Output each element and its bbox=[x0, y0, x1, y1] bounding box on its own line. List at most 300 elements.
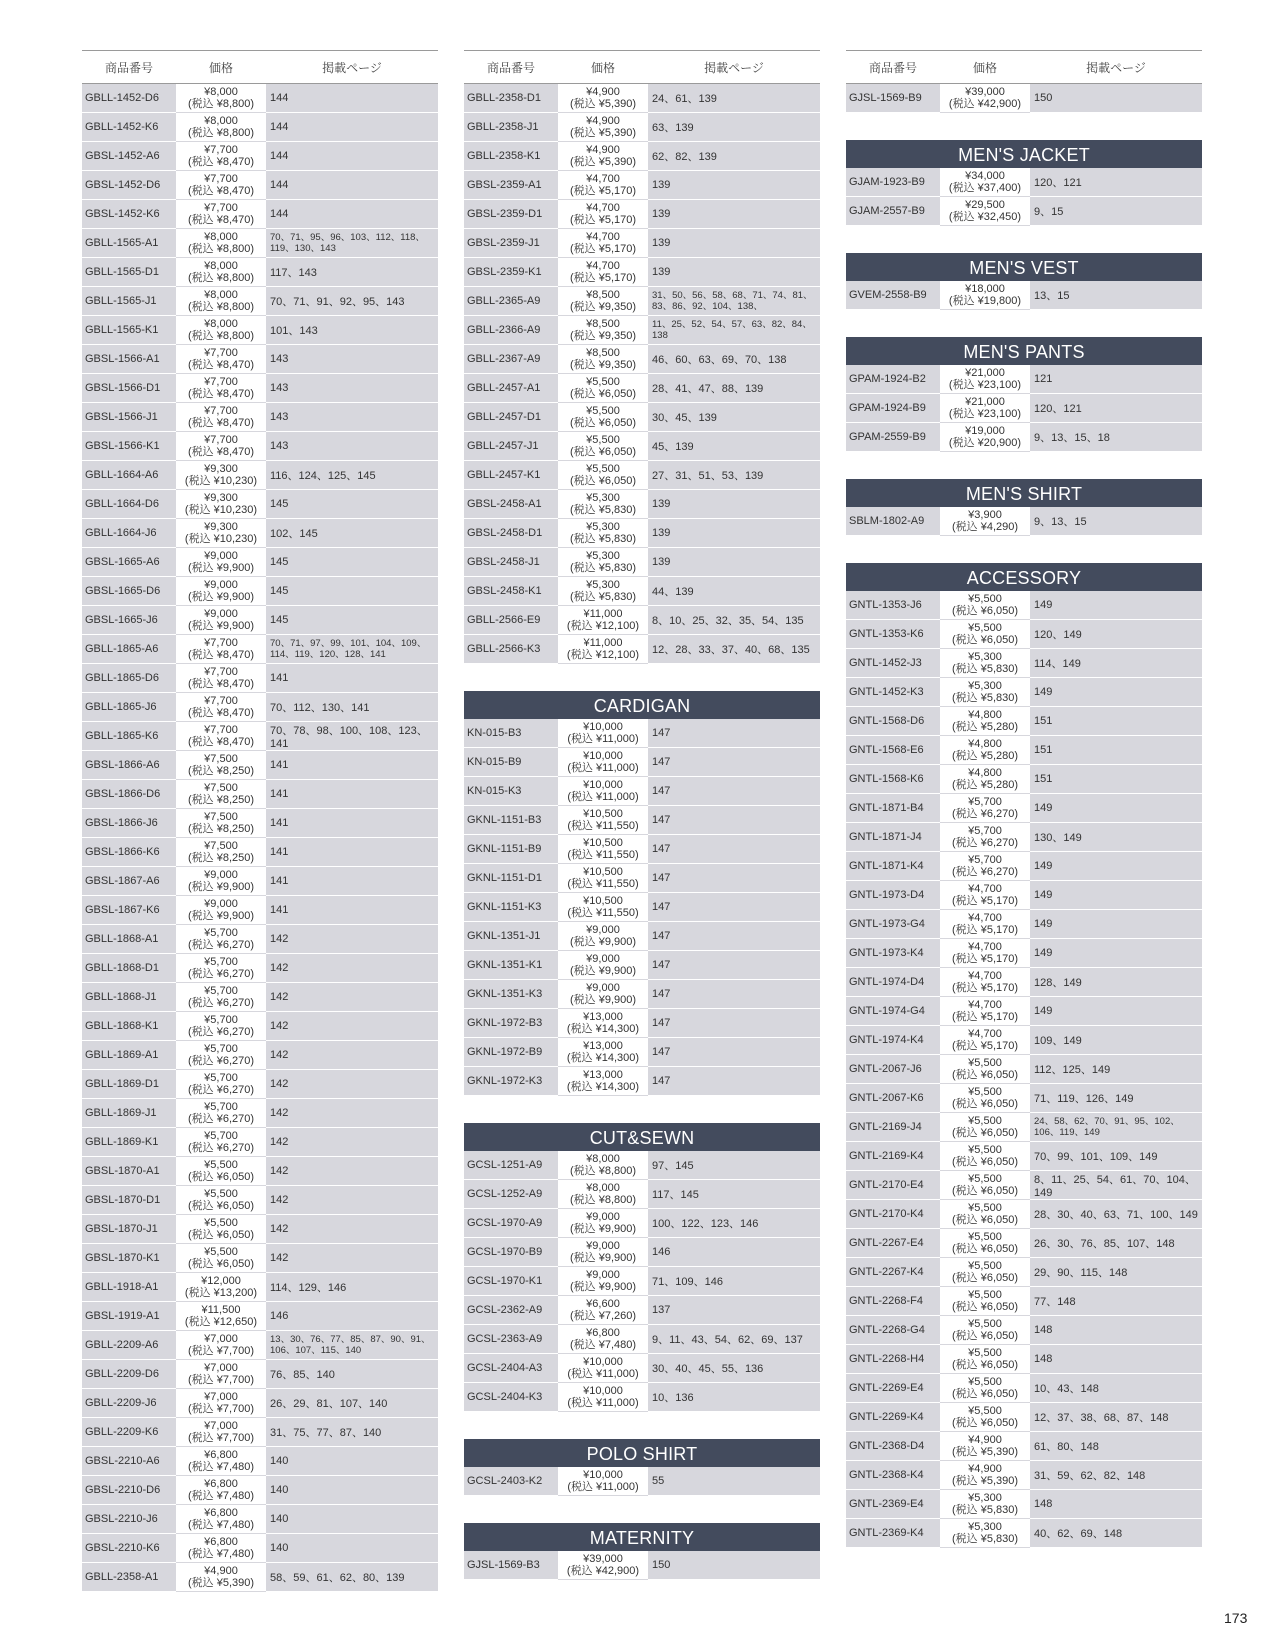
price-value: ¥7,700 bbox=[204, 637, 238, 649]
product-code: GBLL-2209-J6 bbox=[82, 1389, 176, 1418]
price-tax-included: (税込 ¥5,280) bbox=[951, 779, 1019, 791]
table-row bbox=[846, 1374, 1202, 1403]
price-value: ¥8,500 bbox=[586, 289, 620, 301]
table-row bbox=[464, 345, 820, 374]
page-refs: 149 bbox=[1030, 852, 1202, 881]
price-cell bbox=[940, 678, 1030, 707]
price-value: ¥4,900 bbox=[968, 1434, 1002, 1446]
page-refs: 45、139 bbox=[648, 432, 820, 461]
table-row bbox=[846, 939, 1202, 968]
price-tax-included: (税込 ¥5,390) bbox=[951, 1446, 1019, 1458]
page-refs: 142 bbox=[266, 983, 438, 1012]
page-refs: 148 bbox=[1030, 1316, 1202, 1345]
price-tax-included: (税込 ¥5,830) bbox=[951, 1504, 1019, 1516]
price-tax-included: (税込 ¥7,480) bbox=[187, 1461, 255, 1473]
price-cell bbox=[558, 1009, 648, 1038]
price-tax-included: (税込 ¥5,280) bbox=[951, 750, 1019, 762]
table-row bbox=[846, 1432, 1202, 1461]
price-value: ¥8,000 bbox=[204, 289, 238, 301]
page-refs: 101、143 bbox=[266, 316, 438, 345]
table-row bbox=[82, 954, 438, 983]
price-table bbox=[846, 50, 1202, 113]
table-row bbox=[82, 983, 438, 1012]
price-value: ¥39,000 bbox=[583, 1553, 623, 1565]
price-cell bbox=[176, 171, 266, 200]
product-code: GBSL-1867-A6 bbox=[82, 867, 176, 896]
page-refs: 151 bbox=[1030, 736, 1202, 765]
price-value: ¥6,800 bbox=[204, 1478, 238, 1490]
price-tax-included: (税込 ¥6,050) bbox=[951, 1127, 1019, 1139]
page-refs: 142 bbox=[266, 1186, 438, 1215]
price-cell bbox=[558, 1180, 648, 1209]
price-cell bbox=[940, 507, 1030, 536]
page-refs: 147 bbox=[648, 951, 820, 980]
price-tax-included: (税込 ¥8,250) bbox=[187, 765, 255, 777]
product-code: GBSL-1870-J1 bbox=[82, 1215, 176, 1244]
table-row bbox=[464, 777, 820, 806]
product-code: GBSL-1566-J1 bbox=[82, 403, 176, 432]
price-tax-included: (税込 ¥5,170) bbox=[951, 1011, 1019, 1023]
product-code: GBLL-1565-A1 bbox=[82, 229, 176, 258]
price-value: ¥11,000 bbox=[583, 608, 623, 620]
product-code: GBLL-1868-A1 bbox=[82, 925, 176, 954]
price-cell bbox=[558, 519, 648, 548]
table-row bbox=[82, 113, 438, 142]
price-value: ¥5,300 bbox=[968, 651, 1002, 663]
page-refs: 40、62、69、148 bbox=[1030, 1519, 1202, 1548]
price-tax-included: (税込 ¥14,300) bbox=[566, 1023, 640, 1035]
price-table bbox=[846, 507, 1202, 536]
table-row bbox=[464, 432, 820, 461]
price-table bbox=[464, 1467, 820, 1496]
price-value: ¥5,500 bbox=[204, 1188, 238, 1200]
price-tax-included: (税込 ¥42,900) bbox=[566, 1565, 640, 1577]
product-code: GBLL-1869-D1 bbox=[82, 1070, 176, 1099]
table-header-row bbox=[82, 51, 438, 84]
price-tax-included: (税込 ¥8,470) bbox=[187, 446, 255, 458]
page-refs: 112、125、149 bbox=[1030, 1055, 1202, 1084]
product-code: GNTL-2067-K6 bbox=[846, 1084, 940, 1113]
price-cell bbox=[176, 548, 266, 577]
product-code: GCSL-2362-A9 bbox=[464, 1296, 558, 1325]
price-cell bbox=[940, 1142, 1030, 1171]
price-table bbox=[846, 281, 1202, 310]
price-cell bbox=[176, 1389, 266, 1418]
price-tax-included: (税込 ¥8,800) bbox=[187, 98, 255, 110]
table-row bbox=[82, 606, 438, 635]
price-cell bbox=[176, 461, 266, 490]
header-price: 価格 bbox=[176, 51, 266, 84]
price-cell bbox=[176, 142, 266, 171]
table-row bbox=[464, 980, 820, 1009]
price-value: ¥7,700 bbox=[204, 434, 238, 446]
page-refs: 76、85、140 bbox=[266, 1360, 438, 1389]
price-cell bbox=[940, 1403, 1030, 1432]
price-cell bbox=[176, 200, 266, 229]
price-cell bbox=[558, 84, 648, 113]
price-tax-included: (税込 ¥7,480) bbox=[187, 1548, 255, 1560]
product-code: GNTL-2267-E4 bbox=[846, 1229, 940, 1258]
price-cell bbox=[558, 893, 648, 922]
product-code: GBLL-1869-K1 bbox=[82, 1128, 176, 1157]
page-refs: 149 bbox=[1030, 997, 1202, 1026]
page-refs: 26、30、76、85、107、148 bbox=[1030, 1229, 1202, 1258]
price-cell bbox=[558, 1551, 648, 1580]
page-refs: 151 bbox=[1030, 707, 1202, 736]
price-value: ¥21,000 bbox=[965, 367, 1005, 379]
price-value: ¥5,300 bbox=[968, 1521, 1002, 1533]
price-tax-included: (税込 ¥23,100) bbox=[948, 408, 1022, 420]
price-value: ¥5,300 bbox=[586, 550, 620, 562]
page-refs: 146 bbox=[648, 1238, 820, 1267]
price-tax-included: (税込 ¥6,270) bbox=[187, 1084, 255, 1096]
product-code: GKNL-1972-B9 bbox=[464, 1038, 558, 1067]
table-row bbox=[846, 1403, 1202, 1432]
price-value: ¥11,500 bbox=[201, 1304, 241, 1316]
price-tax-included: (税込 ¥8,250) bbox=[187, 852, 255, 864]
table-row bbox=[82, 896, 438, 925]
table-row bbox=[82, 635, 438, 664]
price-tax-included: (税込 ¥6,270) bbox=[951, 808, 1019, 820]
price-tax-included: (税込 ¥8,470) bbox=[187, 185, 255, 197]
price-cell bbox=[940, 1258, 1030, 1287]
price-value: ¥8,500 bbox=[586, 347, 620, 359]
price-tax-included: (税込 ¥6,050) bbox=[951, 1098, 1019, 1110]
page-refs: 24、61、139 bbox=[648, 84, 820, 113]
price-value: ¥7,500 bbox=[204, 753, 238, 765]
product-code: GBLL-1869-J1 bbox=[82, 1099, 176, 1128]
price-cell bbox=[940, 997, 1030, 1026]
table-row bbox=[464, 403, 820, 432]
price-tax-included: (税込 ¥5,170) bbox=[951, 982, 1019, 994]
section-title: MATERNITY bbox=[464, 1523, 820, 1551]
price-value: ¥5,500 bbox=[968, 1202, 1002, 1214]
page-refs: 149 bbox=[1030, 939, 1202, 968]
price-tax-included: (税込 ¥32,450) bbox=[948, 211, 1022, 223]
price-cell bbox=[940, 852, 1030, 881]
price-value: ¥9,000 bbox=[586, 1211, 620, 1223]
price-tax-included: (税込 ¥9,900) bbox=[187, 620, 255, 632]
page-refs: 58、59、61、62、80、139 bbox=[266, 1563, 438, 1592]
price-tax-included: (税込 ¥6,050) bbox=[951, 1156, 1019, 1168]
table-row bbox=[464, 258, 820, 287]
price-tax-included: (税込 ¥6,270) bbox=[187, 1055, 255, 1067]
price-value: ¥10,500 bbox=[583, 808, 623, 820]
price-value: ¥7,700 bbox=[204, 144, 238, 156]
price-cell bbox=[176, 1534, 266, 1563]
product-code: GNTL-1871-B4 bbox=[846, 794, 940, 823]
table-row bbox=[846, 1229, 1202, 1258]
product-code: GBLL-1865-J6 bbox=[82, 693, 176, 722]
product-code: GNTL-1452-K3 bbox=[846, 678, 940, 707]
product-code: GBSL-2210-D6 bbox=[82, 1476, 176, 1505]
price-value: ¥5,700 bbox=[204, 1101, 238, 1113]
price-tax-included: (税込 ¥9,350) bbox=[569, 359, 637, 371]
price-value: ¥6,600 bbox=[586, 1298, 620, 1310]
table-row bbox=[82, 1302, 438, 1331]
page-refs: 141 bbox=[266, 867, 438, 896]
table-row bbox=[464, 922, 820, 951]
price-cell bbox=[176, 1418, 266, 1447]
price-cell bbox=[176, 722, 266, 751]
page-refs: 70、112、130、141 bbox=[266, 693, 438, 722]
price-value: ¥5,700 bbox=[968, 854, 1002, 866]
table-row bbox=[82, 316, 438, 345]
price-value: ¥9,000 bbox=[586, 953, 620, 965]
price-cell bbox=[176, 664, 266, 693]
price-value: ¥5,700 bbox=[968, 796, 1002, 808]
price-value: ¥10,500 bbox=[583, 895, 623, 907]
price-tax-included: (税込 ¥6,050) bbox=[569, 388, 637, 400]
price-tax-included: (税込 ¥6,050) bbox=[951, 1185, 1019, 1197]
table-row bbox=[464, 1067, 820, 1096]
page-refs: 77、148 bbox=[1030, 1287, 1202, 1316]
price-cell bbox=[940, 168, 1030, 197]
price-cell bbox=[558, 606, 648, 635]
price-tax-included: (税込 ¥5,170) bbox=[951, 924, 1019, 936]
table-row bbox=[82, 1215, 438, 1244]
price-value: ¥10,000 bbox=[583, 750, 623, 762]
price-value: ¥9,000 bbox=[586, 1269, 620, 1281]
product-code: GNTL-2368-K4 bbox=[846, 1461, 940, 1490]
price-tax-included: (税込 ¥5,830) bbox=[951, 663, 1019, 675]
price-value: ¥10,000 bbox=[583, 721, 623, 733]
product-code: GBLL-1452-K6 bbox=[82, 113, 176, 142]
price-tax-included: (税込 ¥5,170) bbox=[569, 243, 637, 255]
price-value: ¥13,000 bbox=[583, 1069, 623, 1081]
price-value: ¥7,700 bbox=[204, 376, 238, 388]
page-refs: 120、121 bbox=[1030, 394, 1202, 423]
table-row bbox=[82, 142, 438, 171]
price-cell bbox=[940, 1229, 1030, 1258]
table-row bbox=[82, 490, 438, 519]
price-tax-included: (税込 ¥9,900) bbox=[569, 936, 637, 948]
price-value: ¥5,300 bbox=[586, 579, 620, 591]
table-row bbox=[846, 423, 1202, 452]
table-row bbox=[464, 374, 820, 403]
price-cell bbox=[940, 707, 1030, 736]
product-code: GCSL-1970-B9 bbox=[464, 1238, 558, 1267]
product-code: GNTL-2268-H4 bbox=[846, 1345, 940, 1374]
product-code: GBSL-1919-A1 bbox=[82, 1302, 176, 1331]
table-row bbox=[846, 1345, 1202, 1374]
header-code: 商品番号 bbox=[464, 51, 558, 84]
page-refs: 121 bbox=[1030, 365, 1202, 394]
page-refs: 102、145 bbox=[266, 519, 438, 548]
table-row bbox=[464, 316, 820, 345]
page-refs: 139 bbox=[648, 229, 820, 258]
table-row bbox=[464, 1551, 820, 1580]
product-code: GBSL-2210-A6 bbox=[82, 1447, 176, 1476]
price-tax-included: (税込 ¥5,170) bbox=[951, 895, 1019, 907]
section-title: ACCESSORY bbox=[846, 563, 1202, 591]
price-value: ¥5,300 bbox=[586, 521, 620, 533]
price-cell bbox=[940, 394, 1030, 423]
table-row bbox=[846, 794, 1202, 823]
price-cell bbox=[176, 1447, 266, 1476]
price-value: ¥39,000 bbox=[965, 86, 1005, 98]
price-value: ¥5,500 bbox=[968, 1318, 1002, 1330]
table-row bbox=[464, 951, 820, 980]
price-tax-included: (税込 ¥6,270) bbox=[187, 1026, 255, 1038]
price-tax-included: (税込 ¥8,250) bbox=[187, 823, 255, 835]
product-code: GBLL-2457-D1 bbox=[464, 403, 558, 432]
page-refs: 143 bbox=[266, 403, 438, 432]
table-row bbox=[82, 1447, 438, 1476]
price-tax-included: (税込 ¥8,800) bbox=[569, 1165, 637, 1177]
page-refs: 70、71、97、99、101、104、109、114、119、120、128、141 bbox=[266, 635, 438, 664]
page-refs: 139 bbox=[648, 258, 820, 287]
price-cell bbox=[176, 1041, 266, 1070]
table-row bbox=[464, 548, 820, 577]
price-cell bbox=[176, 1302, 266, 1331]
price-cell bbox=[558, 1354, 648, 1383]
page-refs: 9、11、43、54、62、69、137 bbox=[648, 1325, 820, 1354]
price-tax-included: (税込 ¥8,470) bbox=[187, 388, 255, 400]
price-value: ¥10,000 bbox=[583, 1356, 623, 1368]
page-refs: 147 bbox=[648, 1038, 820, 1067]
table-row bbox=[464, 519, 820, 548]
product-code: GBSL-2458-D1 bbox=[464, 519, 558, 548]
price-tax-included: (税込 ¥11,000) bbox=[567, 733, 639, 745]
price-value: ¥9,000 bbox=[586, 1240, 620, 1252]
table-row bbox=[82, 374, 438, 403]
product-code: GBLL-1865-K6 bbox=[82, 722, 176, 751]
price-value: ¥5,500 bbox=[968, 1086, 1002, 1098]
product-code: GBLL-2358-J1 bbox=[464, 113, 558, 142]
price-value: ¥29,500 bbox=[965, 199, 1005, 211]
product-code: GCSL-2404-A3 bbox=[464, 1354, 558, 1383]
price-value: ¥4,900 bbox=[586, 86, 620, 98]
price-tax-included: (税込 ¥9,900) bbox=[187, 562, 255, 574]
page-refs: 147 bbox=[648, 806, 820, 835]
price-tax-included: (税込 ¥6,050) bbox=[951, 1214, 1019, 1226]
product-code: GCSL-1252-A9 bbox=[464, 1180, 558, 1209]
price-table bbox=[846, 591, 1202, 1548]
price-tax-included: (税込 ¥5,830) bbox=[569, 504, 637, 516]
header-pages: 掲載ページ bbox=[648, 51, 820, 84]
price-cell bbox=[940, 794, 1030, 823]
price-value: ¥5,500 bbox=[204, 1246, 238, 1258]
price-value: ¥8,000 bbox=[586, 1153, 620, 1165]
table-row bbox=[82, 577, 438, 606]
table-row bbox=[464, 748, 820, 777]
price-value: ¥9,300 bbox=[204, 463, 238, 475]
table-row bbox=[82, 780, 438, 809]
price-value: ¥5,500 bbox=[204, 1217, 238, 1229]
price-cell bbox=[176, 606, 266, 635]
table-row bbox=[464, 1151, 820, 1180]
price-value: ¥3,900 bbox=[968, 509, 1002, 521]
table-row bbox=[82, 1041, 438, 1070]
price-value: ¥8,000 bbox=[204, 318, 238, 330]
table-row bbox=[82, 1418, 438, 1447]
price-table bbox=[464, 719, 820, 1096]
table-row bbox=[846, 997, 1202, 1026]
price-cell bbox=[558, 490, 648, 519]
product-code: GNTL-2269-E4 bbox=[846, 1374, 940, 1403]
table-row bbox=[464, 577, 820, 606]
product-code: SBLM-1802-A9 bbox=[846, 507, 940, 536]
page-refs: 142 bbox=[266, 1157, 438, 1186]
price-value: ¥5,700 bbox=[204, 927, 238, 939]
page-refs: 11、25、52、54、57、63、82、84、138 bbox=[648, 316, 820, 345]
product-code: GBSL-1870-K1 bbox=[82, 1244, 176, 1273]
page-refs: 114、149 bbox=[1030, 649, 1202, 678]
price-value: ¥8,000 bbox=[586, 1182, 620, 1194]
price-tax-included: (税込 ¥12,650) bbox=[184, 1316, 258, 1328]
price-cell bbox=[176, 1012, 266, 1041]
price-cell bbox=[940, 1345, 1030, 1374]
price-tax-included: (税込 ¥6,050) bbox=[951, 1330, 1019, 1342]
product-code: GVEM-2558-B9 bbox=[846, 281, 940, 310]
price-cell bbox=[558, 1267, 648, 1296]
page-refs: 146 bbox=[266, 1302, 438, 1331]
price-cell bbox=[940, 281, 1030, 310]
table-row bbox=[82, 838, 438, 867]
product-code: GNTL-2169-J4 bbox=[846, 1113, 940, 1142]
price-cell bbox=[558, 1467, 648, 1496]
header-pages: 掲載ページ bbox=[1030, 51, 1202, 84]
price-value: ¥5,500 bbox=[968, 1289, 1002, 1301]
page-refs: 100、122、123、146 bbox=[648, 1209, 820, 1238]
price-cell bbox=[940, 423, 1030, 452]
table-row bbox=[82, 1128, 438, 1157]
price-tax-included: (税込 ¥9,350) bbox=[569, 330, 637, 342]
price-value: ¥5,500 bbox=[968, 622, 1002, 634]
price-value: ¥5,300 bbox=[968, 1492, 1002, 1504]
page-refs: 141 bbox=[266, 780, 438, 809]
product-code: GNTL-2170-K4 bbox=[846, 1200, 940, 1229]
price-cell bbox=[940, 1374, 1030, 1403]
price-value: ¥7,700 bbox=[204, 202, 238, 214]
price-cell bbox=[940, 1432, 1030, 1461]
price-value: ¥8,000 bbox=[204, 115, 238, 127]
page-refs: 150 bbox=[648, 1551, 820, 1580]
price-tax-included: (税込 ¥5,170) bbox=[569, 214, 637, 226]
price-cell bbox=[558, 719, 648, 748]
table-row bbox=[846, 197, 1202, 226]
table-row bbox=[82, 258, 438, 287]
price-tax-included: (税込 ¥8,800) bbox=[187, 243, 255, 255]
table-row bbox=[464, 635, 820, 664]
price-cell bbox=[558, 1296, 648, 1325]
table-row bbox=[846, 910, 1202, 939]
price-value: ¥6,800 bbox=[204, 1507, 238, 1519]
product-code: GKNL-1151-K3 bbox=[464, 893, 558, 922]
product-code: GKNL-1151-B3 bbox=[464, 806, 558, 835]
table-row bbox=[82, 1070, 438, 1099]
table-row bbox=[846, 765, 1202, 794]
price-tax-included: (税込 ¥6,270) bbox=[951, 866, 1019, 878]
page-refs: 147 bbox=[648, 748, 820, 777]
price-cell bbox=[176, 1215, 266, 1244]
product-code: GNTL-1973-K4 bbox=[846, 939, 940, 968]
product-code: GBSL-2210-K6 bbox=[82, 1534, 176, 1563]
price-cell bbox=[940, 591, 1030, 620]
price-tax-included: (税込 ¥5,170) bbox=[569, 185, 637, 197]
page-refs: 141 bbox=[266, 809, 438, 838]
price-value: ¥13,000 bbox=[583, 1011, 623, 1023]
price-tax-included: (税込 ¥8,470) bbox=[187, 214, 255, 226]
price-cell bbox=[176, 519, 266, 548]
price-tax-included: (税込 ¥9,900) bbox=[569, 1252, 637, 1264]
price-cell bbox=[940, 939, 1030, 968]
page-refs: 137 bbox=[648, 1296, 820, 1325]
price-cell bbox=[558, 258, 648, 287]
product-code: GNTL-1568-D6 bbox=[846, 707, 940, 736]
table-row bbox=[82, 1360, 438, 1389]
